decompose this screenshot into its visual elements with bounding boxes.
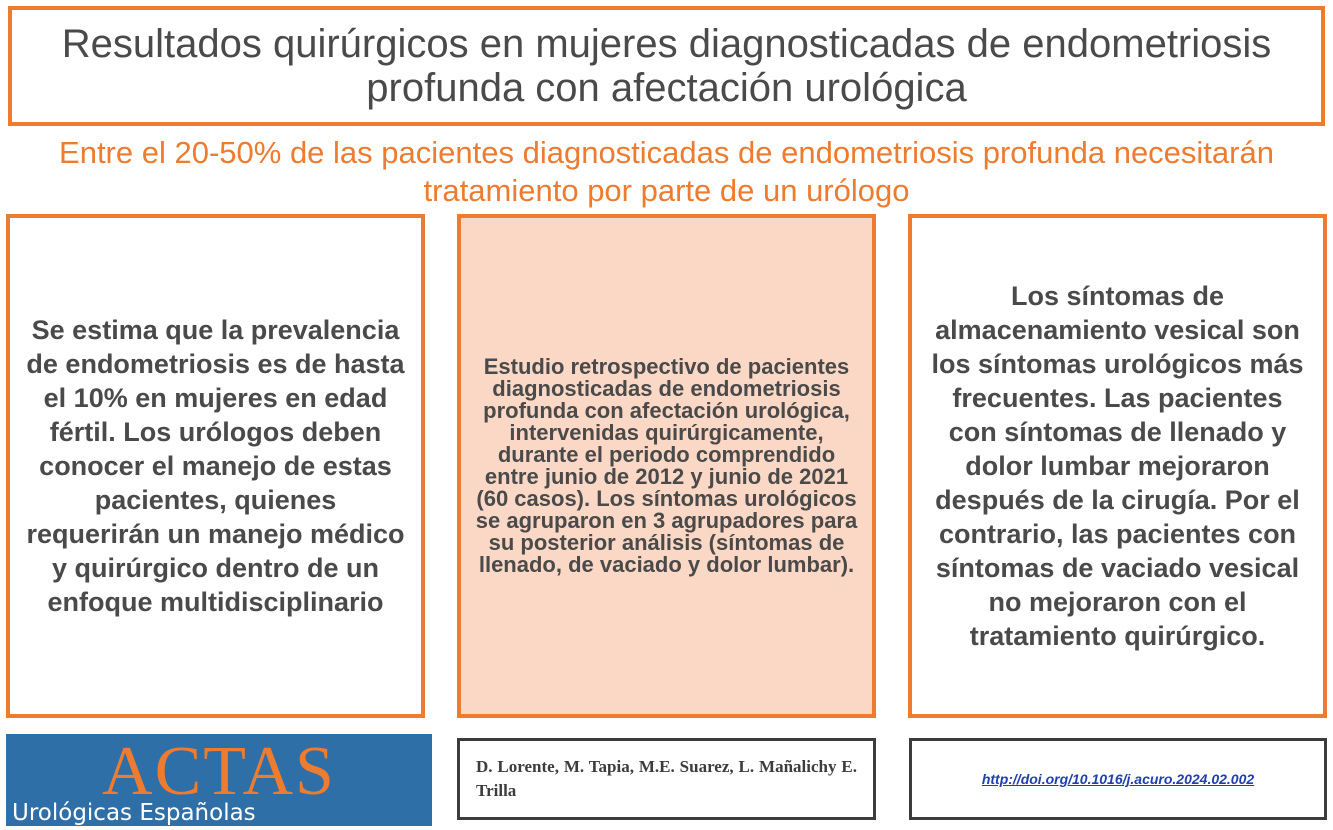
- page-title: Resultados quirúrgicos en mujeres diagnosticadas de endometriosis profunda con afectación urológica: [61, 22, 1272, 110]
- panel-study: [457, 214, 876, 718]
- panel-results-text: Los síntomas de almacenamiento vesical son los síntomas urológicos más frecuentes. Las pacientes con síntomas de llenado y dolor lumbar mejoraron después de la cirugía. Por el contrario, las pacientes con síntomas de vaciado vesical no mejoraron con el tratamiento quirúrgico.: [931, 281, 1304, 651]
- title-box: [8, 6, 1325, 126]
- panel-prevalence-text: Se estima que la prevalencia de endometriosis es de hasta el 10% en mujeres en edad fértil. Los urólogos deben conocer el manejo de estas pacientes, quienes requerirán un manejo médico y quirúrgico dentro de un enfoque multidisciplinario: [26, 315, 405, 617]
- subtitle: Entre el 20-50% de las pacientes diagnosticadas de endometriosis profunda necesitarán tratamiento por parte de un urólogo: [59, 135, 1274, 208]
- logo-main-text: ACTAS: [102, 733, 336, 810]
- doi-link[interactable]: http://doi.org/10.1016/j.acuro.2024.02.002: [981, 771, 1255, 787]
- journal-logo: [6, 734, 432, 826]
- panel-prevalence: [6, 214, 425, 718]
- panel-study-text: Estudio retrospectivo de pacientes diagnosticadas de endometriosis profunda con afectación urológica, intervenidas quirúrgicamente, durante el periodo comprendido entre junio de 2012 y junio de 2021 (60 casos). Los síntomas urológicos se agruparon en 3 agrupadores para su posterior análisis (síntomas de llenado, de vaciado y dolor lumbar).: [475, 354, 858, 577]
- doi-box: [909, 738, 1327, 820]
- panel-results: [908, 214, 1327, 718]
- logo-sub-text: Urológicas Españolas: [12, 800, 256, 826]
- authors-box: [457, 738, 876, 820]
- authors-text: D. Lorente, M. Tapia, M.E. Suarez, L. Mañalichy E. Trilla: [476, 757, 857, 800]
